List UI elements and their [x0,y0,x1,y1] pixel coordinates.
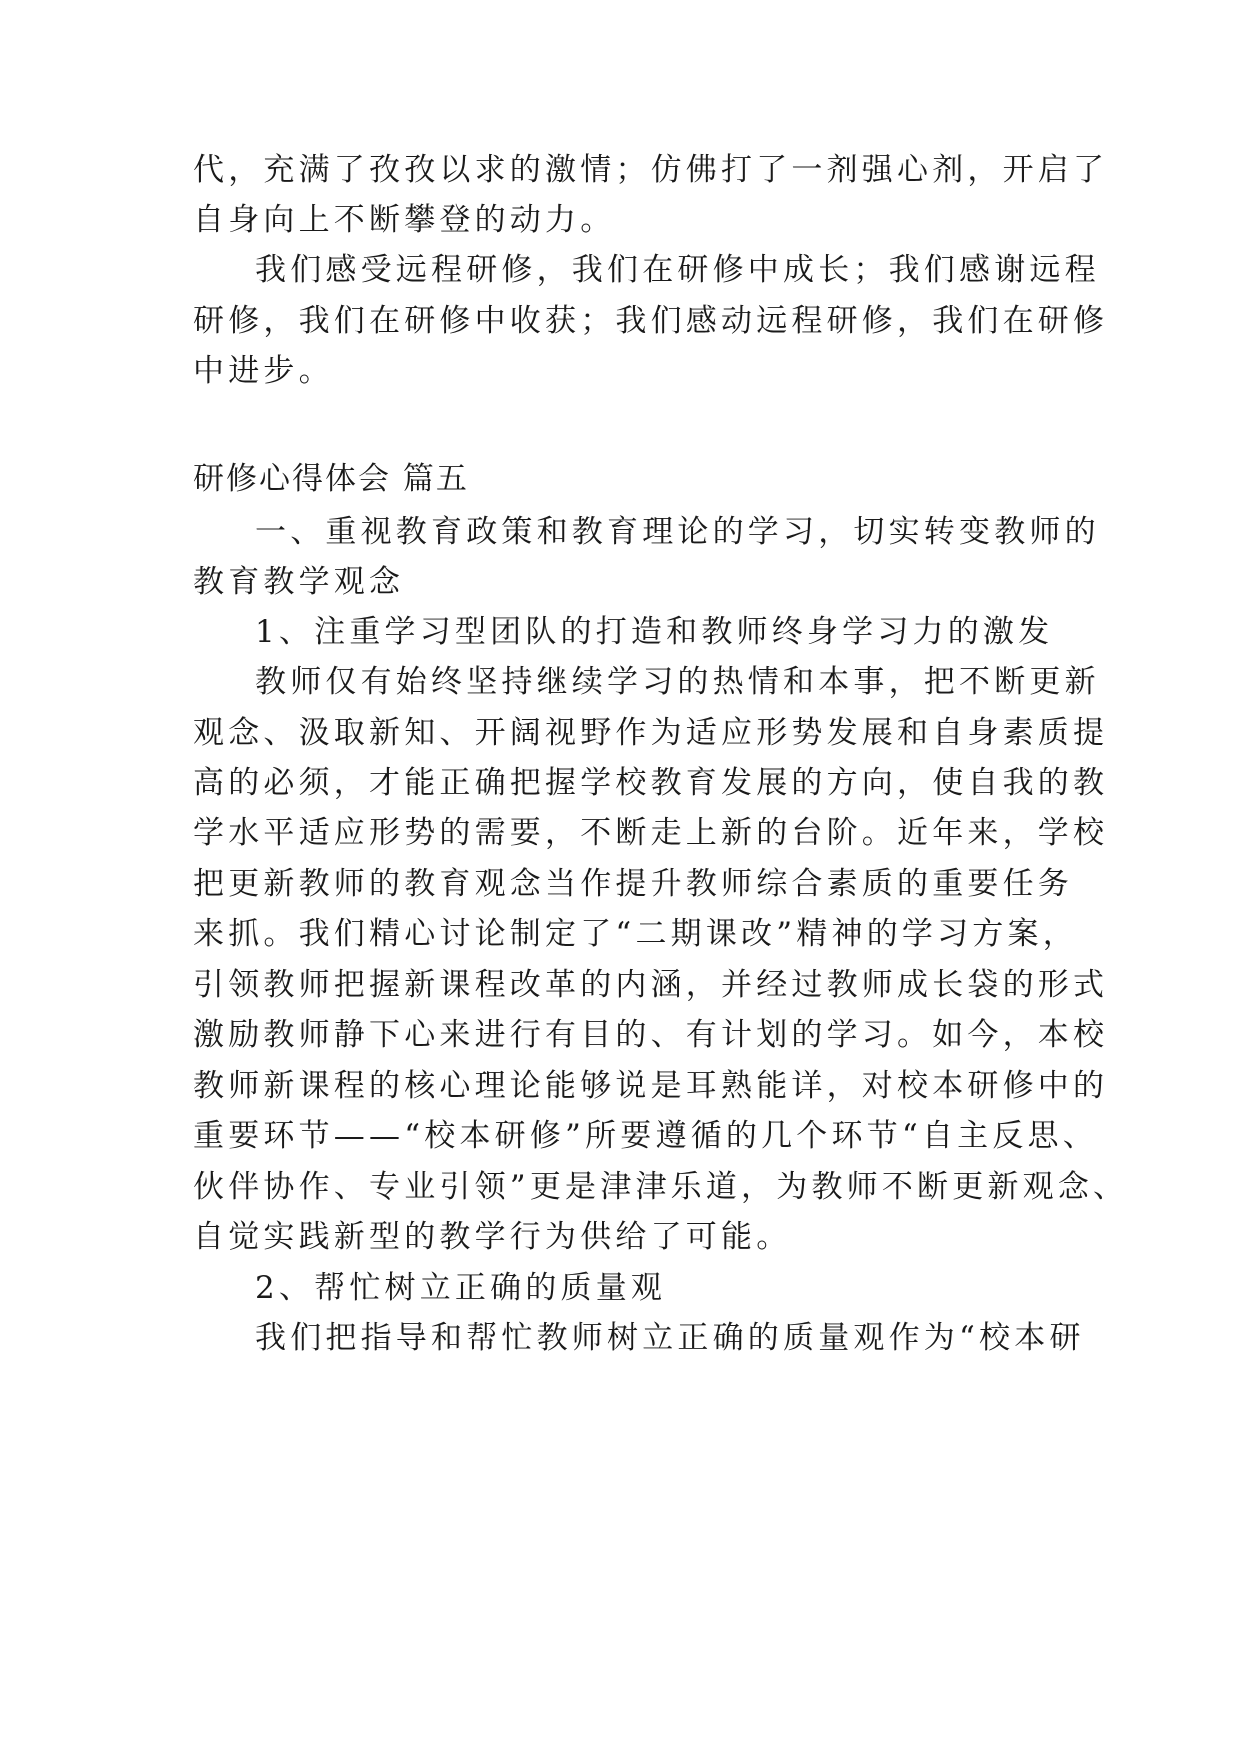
paragraph-line: 教师仅有始终坚持继续学习的热情和本事，把不断更新 [255,664,1100,700]
subheading-line: 一、重视教育政策和教育理论的学习，切实转变教师的 [255,514,1100,550]
paragraph-line: 中进步。 [193,353,334,389]
section-heading: 研修心得体会 篇五 [193,461,469,497]
paragraph-line: 把更新教师的教育观念当作提升教师综合素质的重要任务 [193,866,1073,902]
paragraph-line: 伙伴协作、专业引领”更是津津乐道，为教师不断更新观念、 [193,1169,1129,1205]
paragraph-line: 观念、汲取新知、开阔视野作为适应形势发展和自身素质提 [193,715,1109,751]
paragraph-line: 激励教师静下心来进行有目的、有计划的学习。如今，本校 [193,1017,1109,1053]
subheading-line: 教育教学观念 [193,564,405,600]
paragraph-line: 高的必须，才能正确把握学校教育发展的方向，使自我的教 [193,765,1109,801]
paragraph-line: 重要环节——“校本研修”所要遵循的几个环节“自主反思、 [193,1118,1098,1154]
subheading-line: 2、帮忙树立正确的质量观 [255,1270,667,1306]
subheading-line: 1、注重学习型团队的打造和教师终身学习力的激发 [255,614,1054,650]
paragraph-line: 代，充满了孜孜以求的激情；仿佛打了一剂强心剂，开启了 [193,152,1109,188]
paragraph-line: 我们把指导和帮忙教师树立正确的质量观作为“校本研 [255,1320,1085,1356]
paragraph-line: 我们感受远程研修，我们在研修中成长；我们感谢远程 [255,252,1100,288]
paragraph-line: 引领教师把握新课程改革的内涵，并经过教师成长袋的形式 [193,967,1109,1003]
paragraph-line: 研修，我们在研修中收获；我们感动远程研修，我们在研修 [193,303,1109,339]
paragraph-line: 自身向上不断攀登的动力。 [193,202,616,238]
paragraph-line: 教师新课程的核心理论能够说是耳熟能详，对校本研修中的 [193,1068,1109,1104]
paragraph-line: 来抓。我们精心讨论制定了“二期课改”精神的学习方案， [193,916,1078,952]
paragraph-line: 学水平适应形势的需要，不断走上新的台阶。近年来，学校 [193,815,1109,851]
paragraph-line: 自觉实践新型的教学行为供给了可能。 [193,1219,792,1255]
